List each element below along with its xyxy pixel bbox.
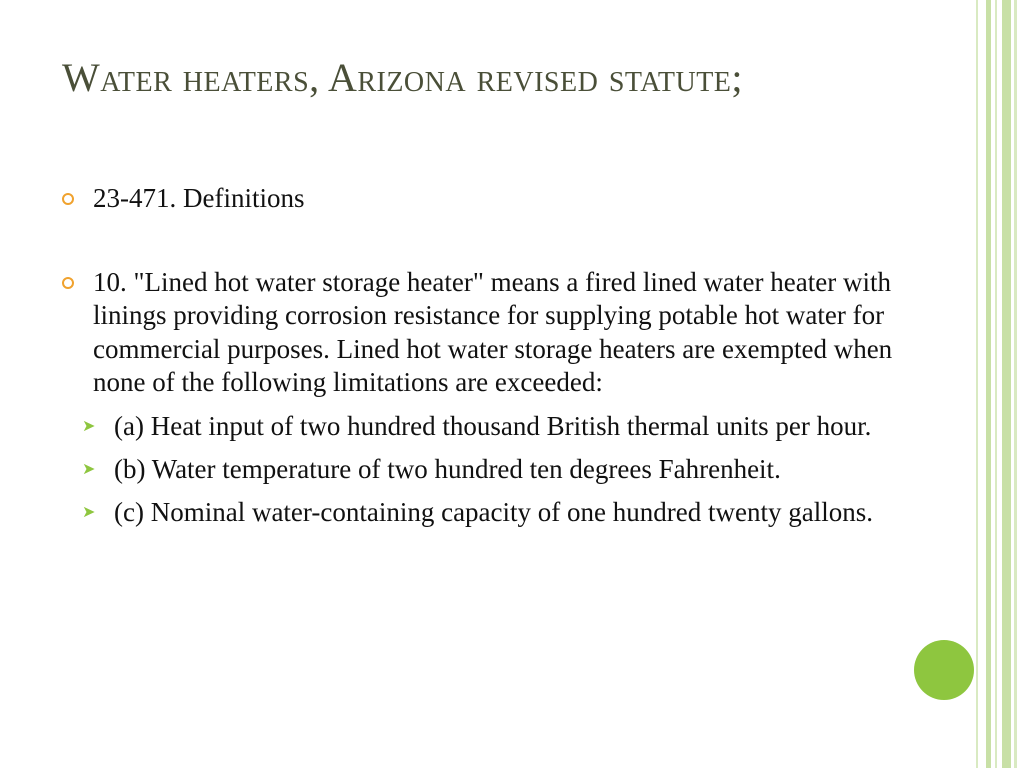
arrow-bullet-icon: ➤ <box>82 417 96 435</box>
arrow-bullet-icon: ➤ <box>82 460 96 478</box>
decorative-stripe <box>1002 0 1011 768</box>
decorative-stripe <box>986 0 991 768</box>
sub-bullet-item <box>82 496 902 529</box>
bullet-item <box>62 266 902 400</box>
bullet-text: 10. "Lined hot water storage heater" means a fired lined water heater with linings providing corrosion resistance for supplying potable hot water for commercial purposes. Lined hot water storage heaters are exempted when none of the following limitations are exceeded: <box>93 266 893 397</box>
ring-bullet-icon <box>62 193 74 205</box>
bullet-item <box>62 182 902 216</box>
arrow-bullet-icon: ➤ <box>82 503 96 521</box>
slide-title: Water heaters, Arizona revised statute; <box>62 55 744 100</box>
decorative-stripe <box>1014 0 1017 768</box>
sub-bullet-text: (b) Water temperature of two hundred ten degrees Fahrenheit. <box>114 453 781 484</box>
bullet-text: 23-471. Definitions <box>93 183 305 213</box>
sub-bullet-item <box>82 410 902 443</box>
sub-bullet-text: (a) Heat input of two hundred thousand British thermal units per hour. <box>114 410 872 441</box>
sub-bullet-text: (c) Nominal water-containing capacity of one hundred twenty gallons. <box>114 496 873 527</box>
decorative-stripe <box>976 0 978 768</box>
ring-bullet-icon <box>62 277 74 289</box>
decorative-stripe <box>995 0 997 768</box>
decorative-circle <box>914 640 974 700</box>
sub-bullet-item <box>82 453 902 486</box>
slide-body <box>62 182 902 529</box>
